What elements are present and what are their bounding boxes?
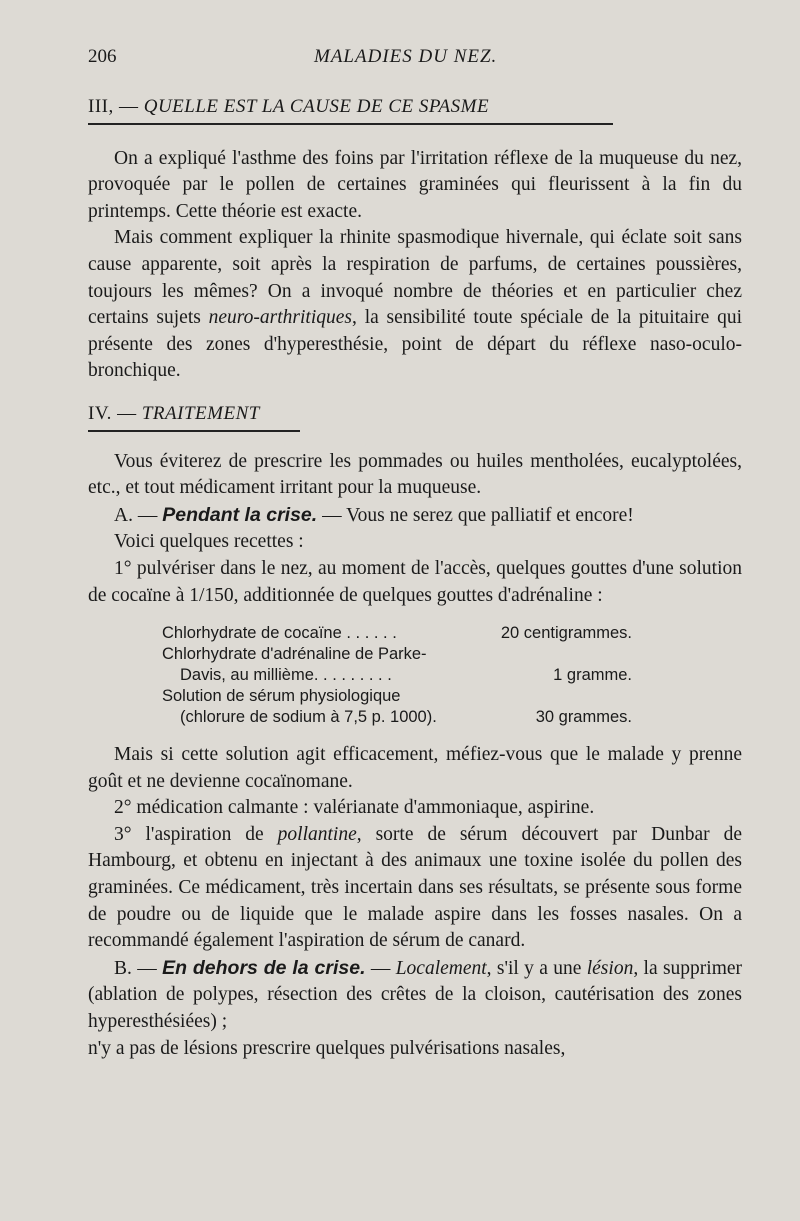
section-number: III, — — [88, 96, 139, 117]
paragraph: B. — En dehors de la crise. — Localement, s'il y a une lésion, la supprimer (ablation de polypes, résection des crêtes de la cloison, cautérisation des zones hyperesthésiées) ; — [88, 956, 743, 1033]
formula-row: Chlorhydrate d'adrénaline de Parke- — [162, 645, 427, 664]
paragraph: On a expliqué l'asthme des foins par l'irritation réflexe de la muqueuse du nez, provoquée par le pollen de certaines graminées qui fleurissent à la fin du printemps. Cette théorie est exacte. — [88, 147, 742, 222]
subheading-bold: Pendant la crise. — [162, 503, 318, 526]
subheading-bold: En dehors de la crise. — [162, 956, 366, 979]
paragraph: Vous éviterez de prescrire les pommades ou huiles mentholées, eucalyptolées, etc., et tout médicament irritant pour la muqueuse. — [88, 450, 742, 499]
paragraph: 2° médication calmante : valérianate d'ammoniaque, aspirine. — [114, 797, 595, 819]
page-number: 206 — [88, 46, 117, 67]
page-header — [88, 46, 740, 76]
section-heading-4 — [88, 401, 742, 432]
paragraph: Voici quelques recettes : — [114, 531, 304, 553]
prescription-formula — [162, 623, 632, 728]
section-heading-3 — [88, 94, 742, 125]
heading-underline — [88, 123, 613, 125]
formula-row: Chlorhydrate de cocaïne . . . . . . 20 centigrammes. — [162, 624, 632, 643]
paragraph: 3° l'aspiration de pollantine, sorte de sérum découvert par Dunbar de Hambourg, et obtenu en injectant à des animaux une toxine isolée du pollen des graminées. Ce médicament, très incertain dans ses résultats, se présente sous forme de poudre ou de liquide que le malade aspire dans les fosses nasales. On a recommandé également l'aspiration de sérum de canard. — [88, 823, 742, 952]
formula-row: (chlorure de sodium à 7,5 p. 1000). 30 grammes. — [180, 708, 632, 727]
paragraph: A. — Pendant la crise. — Vous ne serez que palliatif et encore! — [114, 503, 634, 526]
italic-term: pollantine — [277, 823, 357, 845]
section-title: QUELLE EST LA CAUSE DE CE SPASME — [143, 96, 490, 117]
paragraph: Mais si cette solution agit efficacement, méfiez-vous que le malade y prenne goût et ne devienne cocaïnomane. — [88, 744, 742, 792]
formula-row: Solution de sérum physiologique — [162, 687, 401, 706]
heading-underline — [88, 430, 300, 432]
italic-term: neuro-arthritiques — [208, 307, 353, 329]
italic-term: Localement — [395, 957, 487, 979]
italic-term: lésion — [586, 957, 634, 979]
body-text — [88, 92, 742, 1062]
section-title: TRAITEMENT — [141, 402, 260, 424]
running-title: MALADIES DU NEZ. — [314, 46, 498, 67]
paragraph: 1° pulvériser dans le nez, au moment de l'accès, quelques gouttes d'une solution de cocaïne à 1/150, additionnée de quelques gouttes d'adrénaline : — [88, 557, 742, 606]
paragraph: Mais comment expliquer la rhinite spasmodique hivernale, qui éclate soit sans cause apparente, soit après la respiration de parfums, de certaines poussières, toujours les mêmes? On a invoqué nombre de théories et en particulier chez certains sujets neuro-arthritiques, la sensibilité toute spéciale de la pituitaire qui présente des zones d'hyperesthésie, point de départ du réflexe naso-oculo-bronchique. — [88, 227, 742, 382]
section-number: IV. — — [88, 402, 137, 424]
formula-row: Davis, au millième. . . . . . . . . 1 gramme. — [180, 666, 632, 685]
paragraph: n'y a pas de lésions prescrire quelques pulvérisations nasales, — [88, 1037, 566, 1059]
